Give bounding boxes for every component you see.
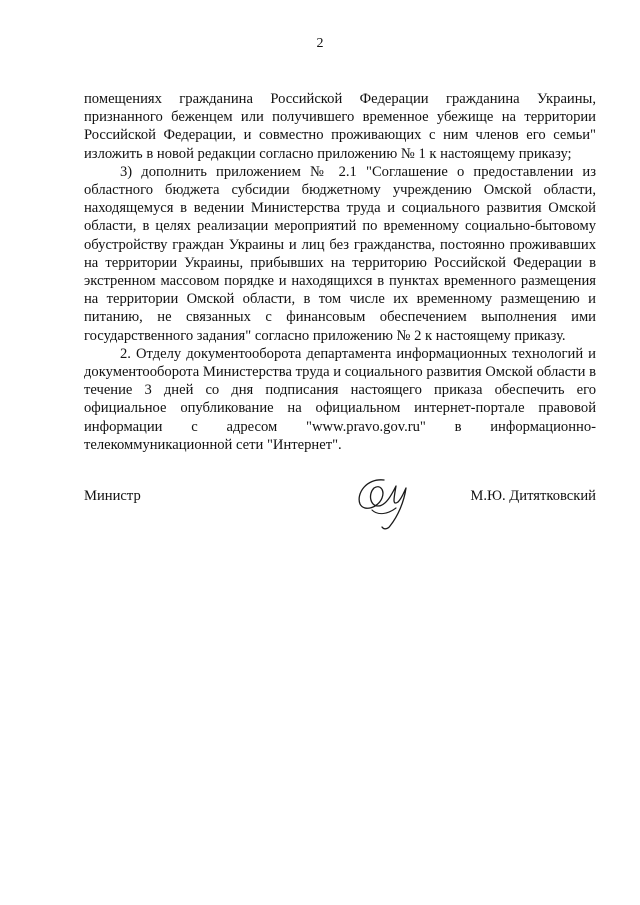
document-body <box>84 90 596 454</box>
signer-title: Министр <box>84 488 141 504</box>
paragraph-continuation: помещениях гражданина Российской Федерации гражданина Украины, признанного беженцем или получившего временное убежище на территории Российской Федерации, и совместно проживающих с ним членов его семьи" изложить в новой редакции согласно приложению № 1 к настоящему приказу; <box>84 91 596 162</box>
paragraph-point-2: 2. Отделу документооборота департамента информационных технологий и документооборота Министерства труда и социального развития Омской области в течение 3 дней со дня подписания настоящего приказа обеспечить его официальное опубликование на официальном интернет-портале правовой информации с адресом "www.pravo.gov.ru" в информационно-телекоммуникационной сети "Интернет". <box>84 345 596 453</box>
page-number: 2 <box>316 36 324 51</box>
signer-name: М.Ю. Дитятковский <box>470 488 596 504</box>
handwritten-signature-icon <box>344 472 424 532</box>
signature-block <box>84 482 596 542</box>
paragraph-item-3: 3) дополнить приложением № 2.1 "Соглашение о предоставлении из областного бюджета субсидии бюджетному учреждению Омской области, находящемуся в ведении Министерства труда и социального развития Омской области, в целях реализации мероприятий по временному социально-бытовому обустройству граждан Украины и лиц без гражданства, постоянно проживавших на территории Украины, прибывших на территорию Российской Федерации в экстренном массовом порядке и находящихся в пунктах временного размещения на территории Омской области, в том числе их временному размещению и питанию, не связанных с финансовым обеспечением выполнения ими государственного задания" согласно приложению № 2 к настоящему приказу. <box>84 163 596 344</box>
